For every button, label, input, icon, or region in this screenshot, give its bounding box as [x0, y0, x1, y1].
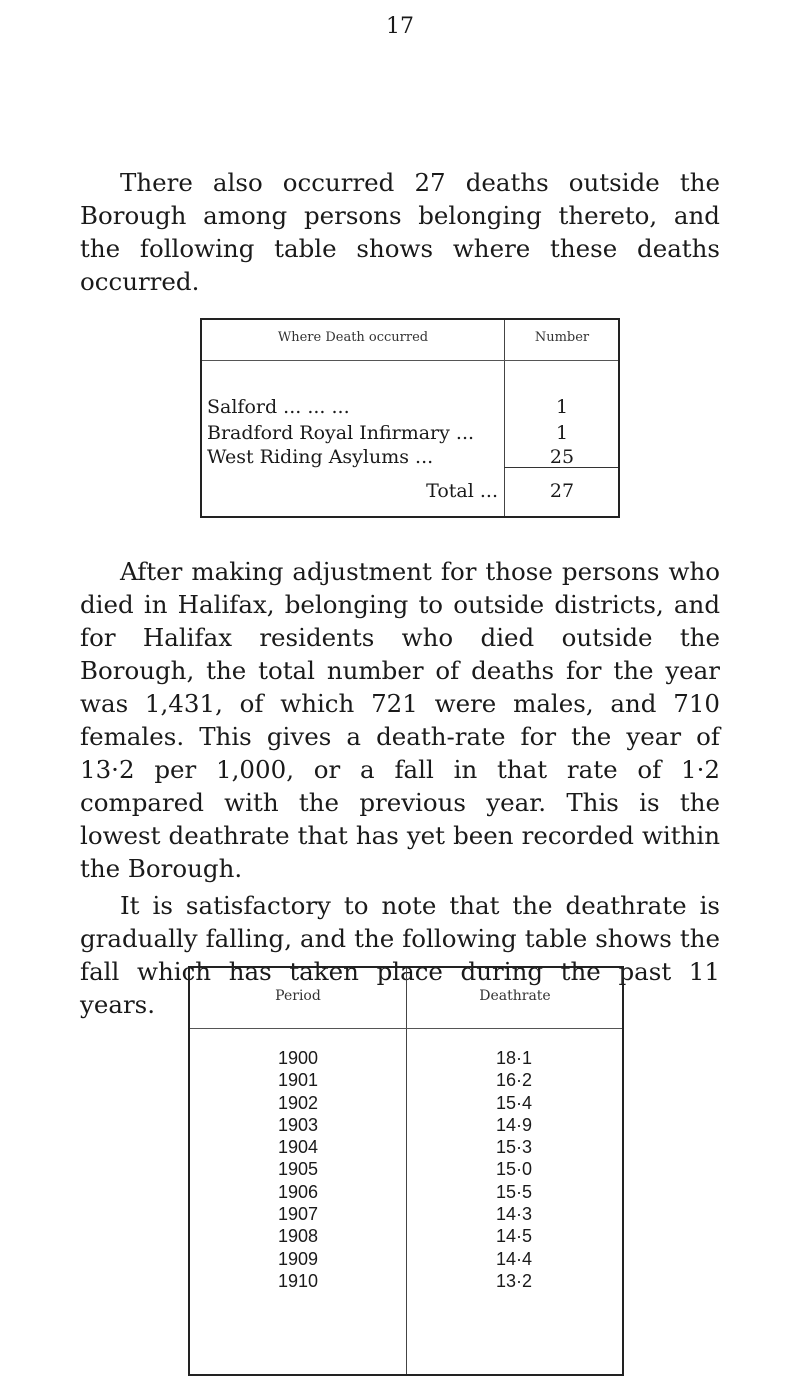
total-label: Total ...: [426, 480, 498, 502]
row-period: 1904: [277, 1137, 319, 1158]
header-deathrate: Deathrate: [479, 988, 551, 1004]
row-deathrate: 18·1: [495, 1048, 533, 1068]
row-deathrate: 16·2: [495, 1070, 533, 1091]
table-row: [190, 1248, 622, 1270]
row-period: 1901: [277, 1070, 319, 1091]
row-deathrate: 15·5: [495, 1181, 533, 1202]
header-period: Period: [275, 988, 321, 1004]
header-place: Where Death occurred: [277, 330, 429, 345]
header-number: Number: [534, 330, 590, 345]
table-row: [202, 446, 618, 474]
table-row: [202, 396, 618, 424]
table-row: [190, 1270, 622, 1292]
row-number: 1: [555, 422, 569, 444]
trend-paragraph: It is satisfactory to note that the deathrate is gradually falling, and the following table shows the fall which has taken place during the past 11 years.: [80, 891, 720, 1019]
table-row: [190, 1047, 622, 1069]
table-row: [190, 1092, 622, 1114]
header-rule: [202, 360, 618, 361]
row-place: West Riding Asylums ...: [207, 446, 434, 468]
table-row: [190, 1203, 622, 1225]
row-deathrate: 15·0: [495, 1159, 533, 1180]
row-period: 1908: [277, 1226, 319, 1247]
total-number: 27: [549, 480, 575, 502]
table-row: [190, 1114, 622, 1136]
table-row: [190, 1136, 622, 1158]
row-deathrate: 14·5: [495, 1226, 533, 1247]
row-period: 1907: [277, 1204, 319, 1225]
table-row: [190, 1158, 622, 1180]
row-deathrate: 13·2: [495, 1270, 533, 1291]
table-row: [190, 1181, 622, 1203]
deathrate-table: [188, 966, 624, 1376]
deathrate-rows: [190, 1047, 622, 1292]
table-row: [190, 1225, 622, 1247]
row-period: 1910: [277, 1270, 319, 1291]
row-period: 1909: [277, 1248, 319, 1269]
row-period: 1905: [277, 1159, 319, 1180]
deaths-outside-borough-table: [200, 318, 620, 518]
intro-paragraph: There also occurred 27 deaths outside the Borough among persons belonging thereto, and the following table shows where these deaths occurred.: [80, 168, 720, 296]
row-number: 25: [549, 446, 575, 468]
total-row: [202, 480, 618, 508]
row-period: 1906: [277, 1181, 319, 1202]
row-deathrate: 15·3: [495, 1137, 533, 1158]
row-period: 1902: [277, 1092, 319, 1113]
row-deathrate: 15·4: [495, 1092, 533, 1113]
row-period: 1900: [277, 1048, 319, 1068]
row-deathrate: 14·4: [495, 1248, 533, 1269]
row-number: 1: [555, 396, 569, 418]
row-deathrate: 14·3: [495, 1204, 533, 1225]
row-place: Salford ... ... ...: [207, 396, 350, 418]
page-number: 17: [386, 14, 414, 39]
header-rule: [190, 1028, 622, 1029]
table-row: [190, 1069, 622, 1091]
row-deathrate: 14·9: [495, 1114, 533, 1135]
row-period: 1903: [277, 1114, 319, 1135]
row-place: Bradford Royal Infirmary ...: [207, 422, 475, 444]
adjustment-paragraph: After making adjustment for those persons who died in Halifax, belonging to outside districts, and for Halifax residents who died outside the Borough, the total number of deaths for the year was 1,431, of which 721 were males, and 710 females. This gives a death-rate for the year of 13·2 per 1,000, or a fall in that rate of 1·2 compared with the previous year. This is the lowest deathrate that has yet been recorded within the Borough.: [80, 557, 720, 883]
